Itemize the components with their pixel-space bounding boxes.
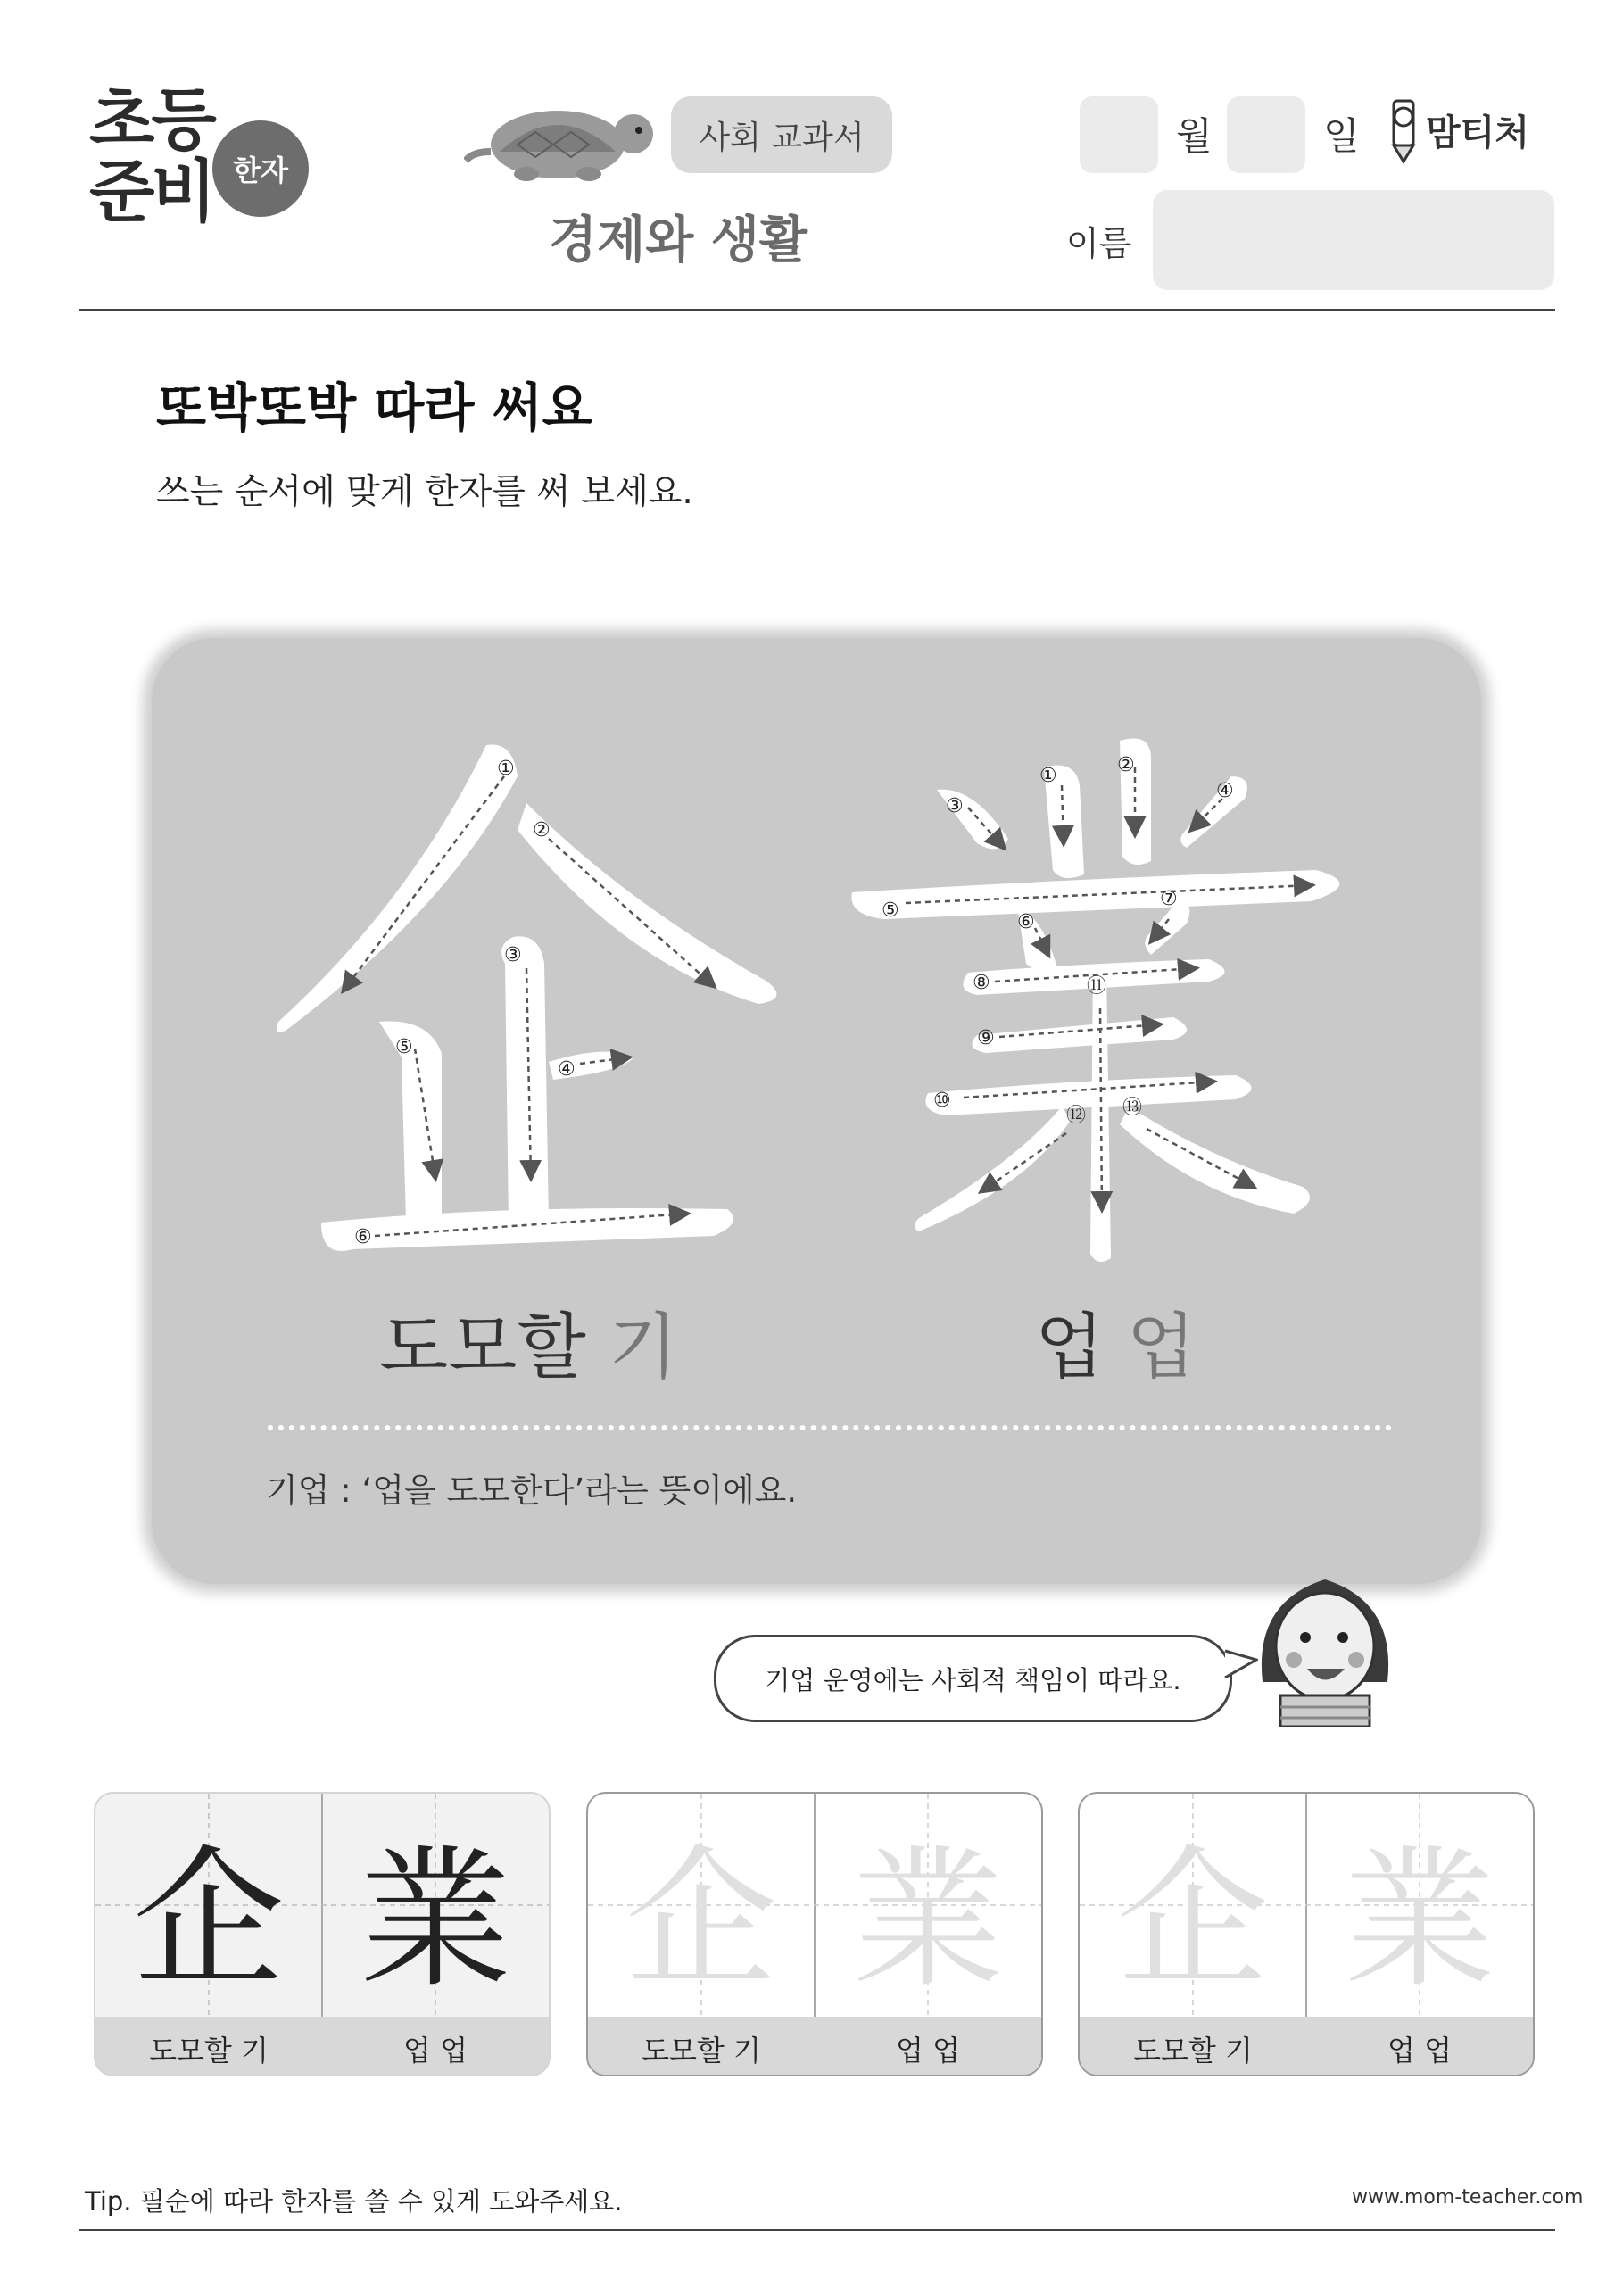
meaning-eop (1035, 1289, 1196, 1392)
section-instruction: 쓰는 순서에 맞게 한자를 써 보세요. (156, 472, 693, 512)
stroke-num-eop-8: ⑧ (973, 972, 990, 994)
practice-label-eop: 업 업 (1387, 2034, 1452, 2068)
practice-card-trace-2[interactable] (1078, 1792, 1535, 2076)
speech-text: 기업 운영에는 사회적 책임이 따라요. (765, 1664, 1181, 1695)
speech-bubble (714, 1635, 1232, 1722)
practice-grid (588, 1794, 1041, 2017)
month-label: 월 (1176, 114, 1213, 158)
trace-char-ki: 企 (1116, 1832, 1270, 2009)
stroke-num-ki-2: ② (533, 819, 551, 841)
stroke-num-eop-5: ⑤ (882, 899, 899, 922)
practice-label-eop: 업 업 (896, 2034, 960, 2068)
practice-label-bar (1080, 2017, 1533, 2075)
practice-label-ki: 도모할 기 (642, 2034, 761, 2068)
stroke-num-eop-13: ⑬ (1122, 1097, 1143, 1119)
brand-name: 맘티처 (1426, 112, 1529, 153)
practice-card-model (94, 1792, 551, 2076)
stroke-num-eop-11: ⑪ (1087, 975, 1107, 998)
hanja-eop-strokes (851, 739, 1339, 1263)
stroke-num-ki-1: ① (497, 758, 515, 780)
trace-char-ki: 企 (625, 1832, 778, 2009)
name-label: 이름 (1066, 224, 1132, 263)
meaning-eop-label: 업 (1035, 1305, 1105, 1388)
practice-label-eop: 업 업 (403, 2034, 468, 2068)
section-title: 또박또박 따라 써요 (156, 377, 592, 438)
practice-char-eop: 業 (359, 1832, 512, 2009)
stroke-num-ki-5: ⑤ (395, 1036, 413, 1058)
stroke-num-eop-2: ② (1117, 754, 1135, 776)
stroke-num-eop-6: ⑥ (1017, 911, 1035, 933)
stroke-num-ki-6: ⑥ (354, 1226, 372, 1248)
stroke-num-eop-3: ③ (946, 795, 964, 817)
sound-ki-label: 기 (609, 1305, 678, 1388)
trace-char-eop: 業 (1343, 1832, 1496, 2009)
unit-title: 경제와 생활 (549, 211, 807, 269)
practice-label-bar (588, 2017, 1041, 2075)
girl-illustration (1245, 1548, 1405, 1727)
stroke-num-eop-12: ⑫ (1066, 1105, 1087, 1127)
stroke-num-eop-1: ① (1039, 765, 1057, 787)
word-note: 기업 : ‘업을 도모한다’라는 뜻이에요. (266, 1471, 798, 1510)
practice-label-ki: 도모할 기 (1133, 2034, 1253, 2068)
practice-label-bar (95, 2017, 549, 2075)
practice-grid (95, 1794, 549, 2017)
trace-char-eop: 業 (851, 1832, 1005, 2009)
stroke-num-eop-4: ④ (1216, 780, 1234, 802)
footer-tip: Tip. 필순에 따라 한자를 쓸 수 있게 도와주세요. (85, 2186, 623, 2217)
practice-char-ki: 企 (132, 1832, 286, 2009)
stroke-num-ki-4: ④ (558, 1058, 576, 1081)
stroke-num-eop-9: ⑨ (977, 1027, 995, 1049)
logo-line2: 준비 (89, 152, 213, 231)
stroke-num-eop-10: ⑩ (933, 1090, 951, 1112)
sound-eop-label: 업 (1126, 1305, 1196, 1388)
logo-badge: 한자 (212, 120, 309, 217)
meaning-ki (379, 1289, 678, 1392)
subject-badge: 사회 교과서 (671, 96, 892, 173)
logo-line1: 초등 (89, 80, 213, 160)
footer-divider (79, 2229, 1555, 2231)
meaning-ki-label: 도모할 (379, 1305, 586, 1388)
dotted-divider (268, 1425, 1392, 1430)
practice-label-ki: 도모할 기 (149, 2034, 269, 2068)
stroke-num-eop-7: ⑦ (1160, 888, 1178, 910)
day-label: 일 (1323, 114, 1360, 158)
practice-card-trace-1[interactable] (586, 1792, 1043, 2076)
practice-grid (1080, 1794, 1533, 2017)
stroke-num-ki-3: ③ (504, 944, 522, 966)
footer-url[interactable]: www.mom-teacher.com (1352, 2186, 1584, 2209)
